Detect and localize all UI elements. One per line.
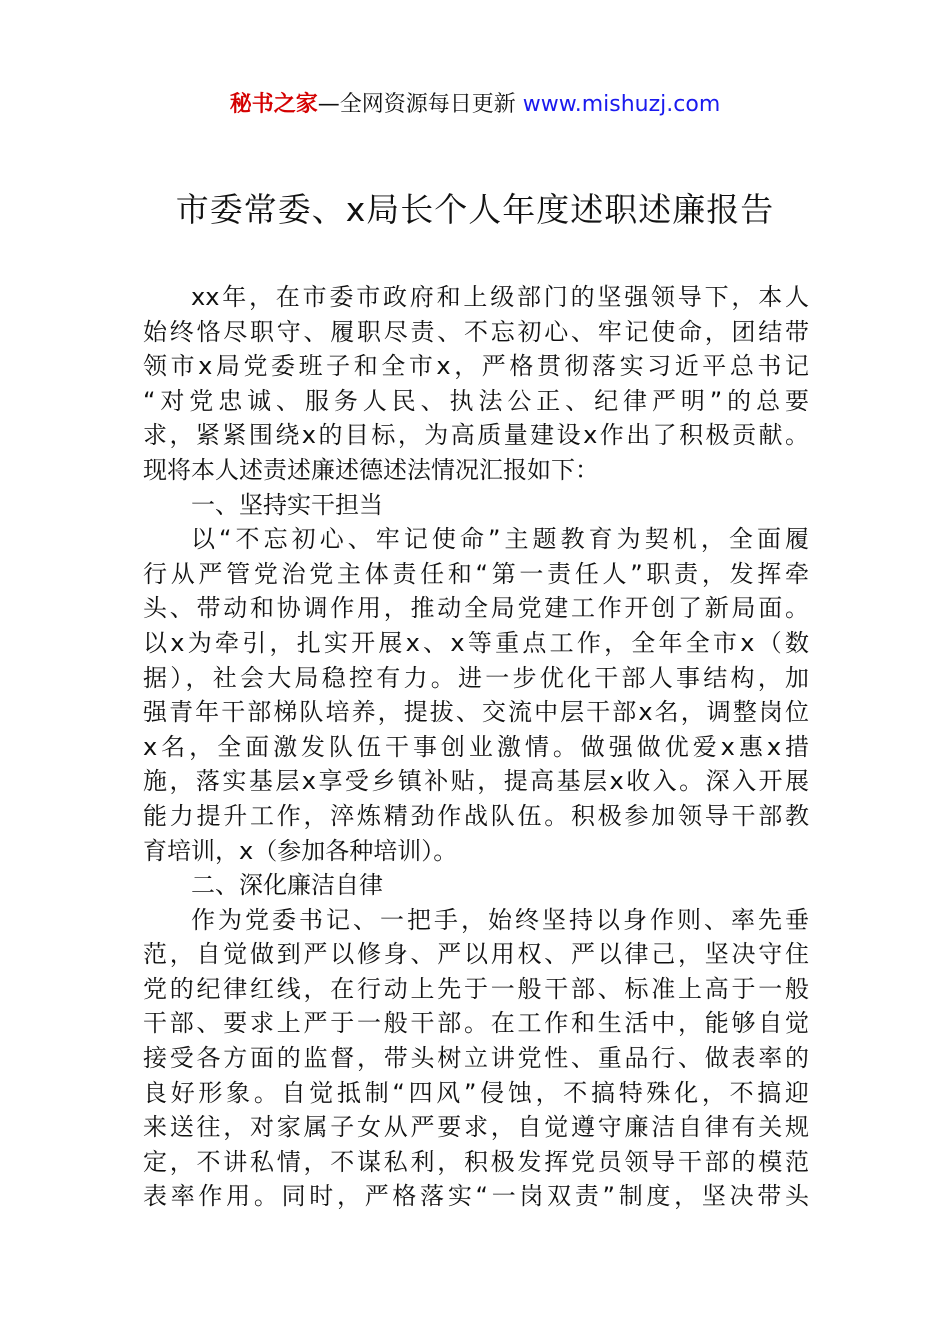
body-line: 作为党委书记、一把手，始终坚持以身作则、率先垂 [191, 905, 809, 934]
body-line: 一、坚持实干担当 [191, 490, 383, 519]
site-brand: 秘书之家 [229, 92, 318, 117]
header-dash: — [317, 92, 340, 117]
body-line: 领市x局党委班子和全市x，严格贯彻落实习近平总书记 [143, 352, 809, 381]
document-body [143, 280, 809, 1214]
body-line: 求，紧紧围绕x的目标，为高质量建设x作出了积极贡献。 [143, 421, 809, 450]
body-line: 良好形象。自觉抵制“四风”侵蚀，不搞特殊化，不搞迎 [143, 1078, 809, 1107]
body-line: 始终恪尽职守、履职尽责、不忘初心、牢记使命，团结带 [143, 317, 809, 346]
site-tagline: 全网资源每日更新 [339, 92, 516, 117]
body-line: 强青年干部梯队培养，提拔、交流中层干部x名，调整岗位 [143, 698, 809, 727]
body-line: 二、深化廉洁自律 [191, 871, 383, 900]
body-line: 表率作用。同时，严格落实“一岗双责”制度，坚决带头 [143, 1182, 809, 1211]
body-line: 以“不忘初心、牢记使命”主题教育为契机，全面履 [191, 525, 809, 554]
body-line: xx年，在市委市政府和上级部门的坚强领导下，本人 [191, 283, 809, 311]
body-line: 现将本人述责述廉述德述法情况汇报如下： [143, 455, 599, 484]
body-line: 育培训，x（参加各种培训）。 [143, 836, 458, 865]
body-line: 以x为牵引，扎实开展x、x等重点工作，全年全市x（数 [143, 628, 809, 657]
body-line: 头、带动和协调作用，推动全局党建工作开创了新局面。 [143, 594, 809, 623]
document-title: 市委常委、x局长个人年度述职述廉报告 [175, 190, 775, 229]
body-line: 干部、要求上严于一般干部。在工作和生活中，能够自觉 [143, 1009, 809, 1038]
body-line: 党的纪律红线，在行动上先于一般干部、标准上高于一般 [143, 974, 809, 1003]
body-line: 定，不讲私情，不谋私利，积极发挥党员领导干部的模范 [143, 1147, 809, 1176]
site-url-link[interactable]: www.mishuzj.com [522, 92, 721, 117]
body-line: 接受各方面的监督，带头树立讲党性、重品行、做表率的 [143, 1044, 809, 1073]
body-line: “对党忠诚、服务人民、执法公正、纪律严明”的总要 [143, 386, 809, 415]
body-line: x名，全面激发队伍干事创业激情。做强做优爱x惠x措 [143, 732, 809, 761]
body-line: 施，落实基层x享受乡镇补贴，提高基层x收入。深入开展 [143, 767, 809, 796]
site-header [0, 88, 950, 122]
body-line: 来送往，对家属子女从严要求，自觉遵守廉洁自律有关规 [143, 1113, 809, 1142]
body-line: 据），社会大局稳控有力。进一步优化干部人事结构，加 [143, 663, 809, 692]
body-line: 行从严管党治党主体责任和“第一责任人”职责，发挥牵 [143, 559, 809, 588]
body-line: 范，自觉做到严以修身、严以用权、严以律己，坚决守住 [143, 940, 809, 969]
body-line: 能力提升工作，淬炼精劲作战队伍。积极参加领导干部教 [143, 801, 809, 830]
